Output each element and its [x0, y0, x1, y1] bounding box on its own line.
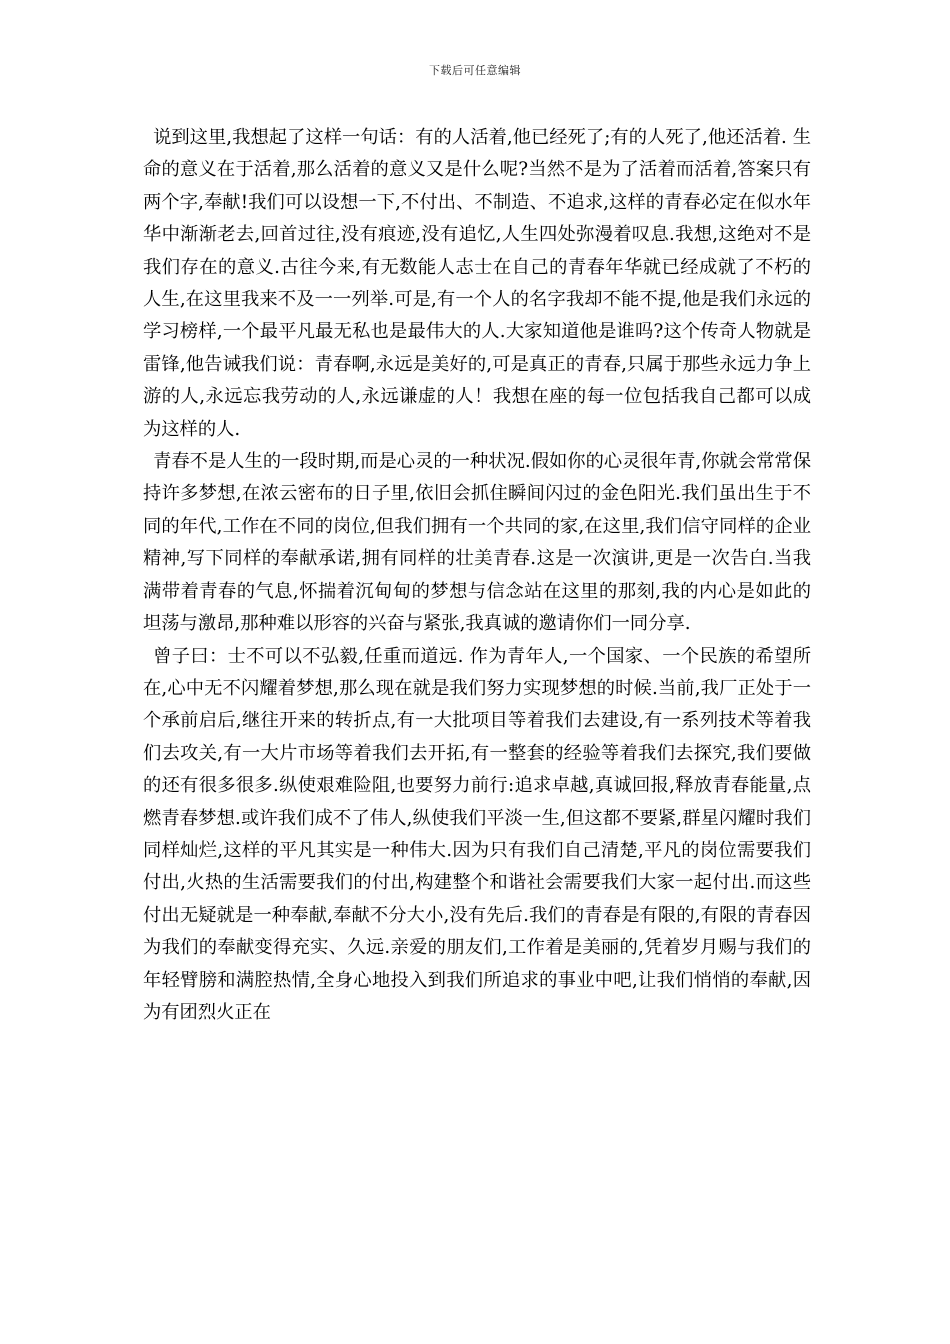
paragraph: 曾子曰：士不可以不弘毅,任重而道远. 作为青年人,一个国家、一个民族的希望所在,心中无不闪耀着梦想,那么现在就是我们努力实现梦想的时候.当前,我厂正处于一个承前启后,继往开来的转折点,有一大批项目等着我们去建设,有一系列技术等着我们去攻关,有一大片市场等着我们去开拓,有一整套的经验等着我们去探究,我们要做的还有很多很多.纵使艰难险阻,也要努力前行:追求卓越,真诚回报,释放青春能量,点燃青春梦想.或许我们成不了伟人,纵使我们平淡一生,但这都不要紧,群星闪耀时我们同样灿烂,这样的平凡其实是一种伟大.因为只有我们自己清楚,平凡的岗位需要我们付出,火热的生活需要我们的付出,构建整个和谐社会需要我们大家一起付出.而这些付出无疑就是一种奉献,奉献不分大小,没有先后.我们的青春是有限的,有限的青春因为我们的奉献变得充实、久远.亲爱的朋友们,工作着是美丽的,凭着岁月赐与我们的年轻臂膀和满腔热情,全身心地投入到我们所追求的事业中吧,让我们悄悄的奉献,因为有团烈火正在 — [143, 645, 811, 1023]
page-header: 下载后可任意编辑 — [429, 64, 521, 77]
paragraph: 说到这里,我想起了这样一句话：有的人活着,他已经死了;有的人死了,他还活着. 生命的意义在于活着,那么活着的意义又是什么呢?当然不是为了活着而活着,答案只有两个字,奉献!我们可以设想一下,不付出、不制造、不追求,这样的青春必定在似水年华中渐渐老去,回首过往,没有痕迹,没有追忆,人生四处弥漫着叹息.我想,这绝对不是我们存在的意义.古往今来,有无数能人志士在自己的青春年华就已经成就了不朽的人生,在这里我来不及一一列举.可是,有一个人的名字我却不能不提,他是我们永远的学习榜样,一个最平凡最无私也是最伟大的人.大家知道他是谁吗?这个传奇人物就是雷锋,他告诫我们说：青春啊,永远是美好的,可是真正的青春,只属于那些永远力争上游的人,永远忘我劳动的人,永远谦虚的人！我想在座的每一位包括我自己都可以成为这样的人. — [143, 127, 811, 440]
paragraph: 青春不是人生的一段时期,而是心灵的一种状况.假如你的心灵很年青,你就会常常保持许多梦想,在浓云密布的日子里,依旧会抓住瞬间闪过的金色阳光.我们虽出生于不同的年代,工作在不同的岗位,但我们拥有一个共同的家,在这里,我们信守同样的企业精神,写下同样的奉献承诺,拥有同样的壮美青春.这是一次演讲,更是一次告白.当我满带着青春的气息,怀揣着沉甸甸的梦想与信念站在这里的那刻,我的内心是如此的坦荡与激昂,那种难以形容的兴奋与紧张,我真诚的邀请你们一同分享. — [143, 451, 811, 635]
document-body — [143, 122, 811, 1029]
